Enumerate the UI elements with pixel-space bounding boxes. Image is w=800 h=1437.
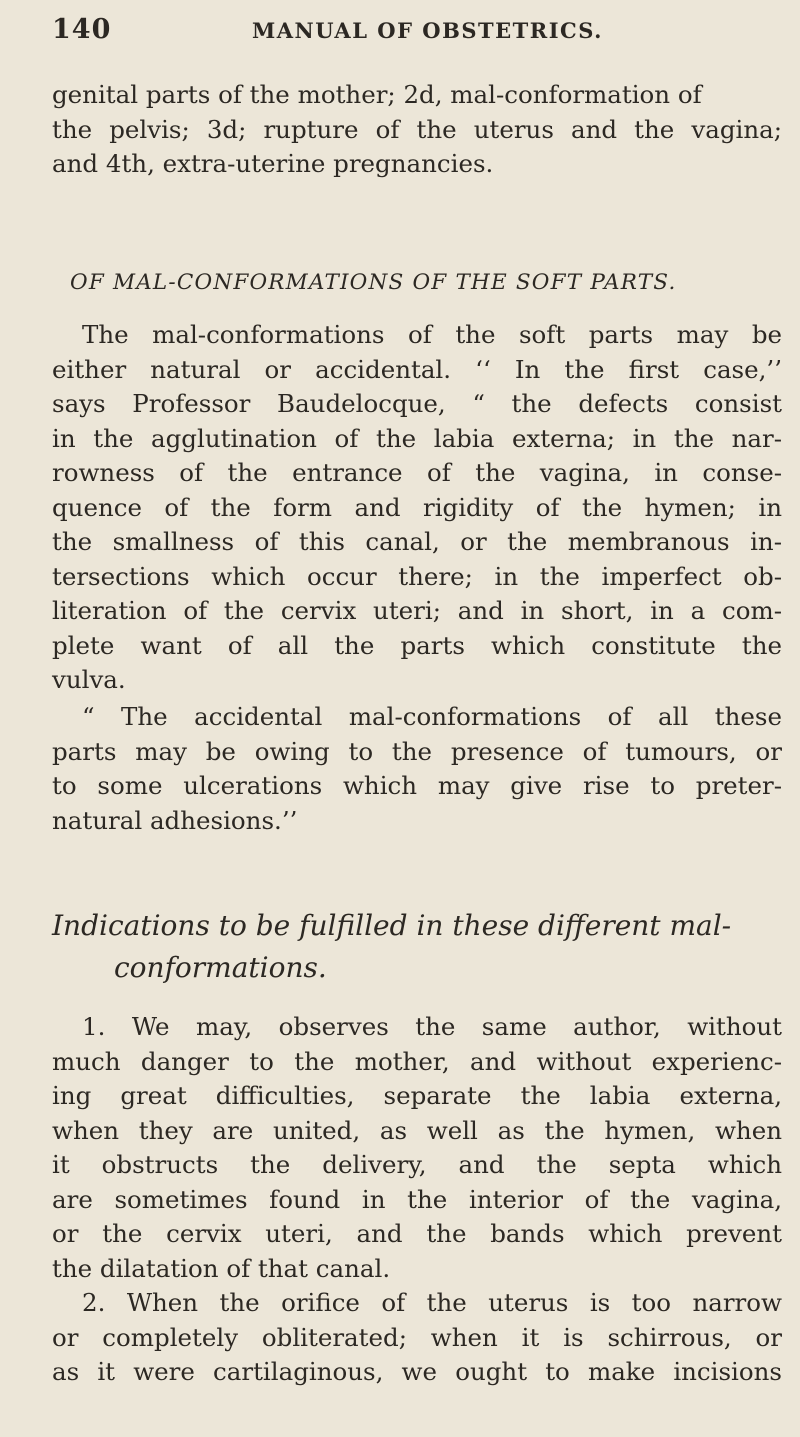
text-line: and 4th, extra-uterine pregnancies. [52,149,494,178]
text-line: plete want of all the parts which constitute the [52,630,782,660]
text-line: or the cervix uteri, and the bands which prevent [52,1219,782,1248]
text-line: genital parts of the mother; 2d, mal-conformation of [52,80,702,109]
text-line: literation of the cervix uteri; and in short, in a com- [52,596,782,625]
section-heading: OF MAL-CONFORMATIONS OF THE SOFT PARTS. [70,270,677,295]
page-header [52,14,760,54]
italic-heading-line: Indications to be fulfilled in these different mal- [52,909,732,942]
text-line: vulva. [52,665,126,694]
italic-heading-line: conformations. [114,951,327,984]
text-line: the smallness of this canal, or the membranous in- [52,527,782,556]
text-line: 1. We may, observes the same author, without [82,1012,782,1041]
text-line: to some ulcerations which may give rise to preter- [52,771,782,800]
running-head: MANUAL OF OBSTETRICS. [252,18,603,43]
text-line: when they are united, as well as the hymen, when [52,1115,782,1145]
text-line: much danger to the mother, and without experienc- [52,1046,782,1076]
text-line: the dilatation of that canal. [52,1253,391,1283]
text-line: “ The accidental mal-conformations of all these [82,702,782,731]
text-line: 2. When the orifice of the uterus is too narrow [82,1288,782,1317]
text-line: quence of the form and rigidity of the hymen; in [52,492,782,522]
paragraph-indication-2 [52,1286,782,1390]
text-line: tersections which occur there; in the imperfect ob- [52,561,782,591]
paragraph-accidental [52,700,782,838]
italic-heading [52,905,792,989]
paragraph-indication-1 [52,1010,782,1286]
text-line: the pelvis; 3d; rupture of the uterus and the vagina; [52,114,782,144]
text-line: as it were cartilaginous, we ought to make incisions [52,1357,782,1386]
text-line: parts may be owing to the presence of tumours, or [52,736,782,766]
text-line: natural adhesions.’’ [52,805,298,835]
paragraph-opening [52,78,782,182]
text-line: ing great difficulties, separate the labia externa, [52,1081,782,1110]
text-line: it obstructs the delivery, and the septa which [52,1150,782,1179]
paragraph-soft-parts [52,318,782,698]
text-line: are sometimes found in the interior of the vagina, [52,1184,782,1214]
page-number: 140 [52,14,112,45]
text-line: The mal-conformations of the soft parts may be [82,320,782,349]
text-line: in the agglutination of the labia externa; in the nar- [52,423,782,453]
text-line: either natural or accidental. ‘‘ In the first case,’’ [52,354,782,384]
text-line: says Professor Baudelocque, “ the defects consist [52,389,782,418]
text-line: rowness of the entrance of the vagina, in conse- [52,458,782,487]
text-line: or completely obliterated; when it is schirrous, or [52,1322,782,1352]
